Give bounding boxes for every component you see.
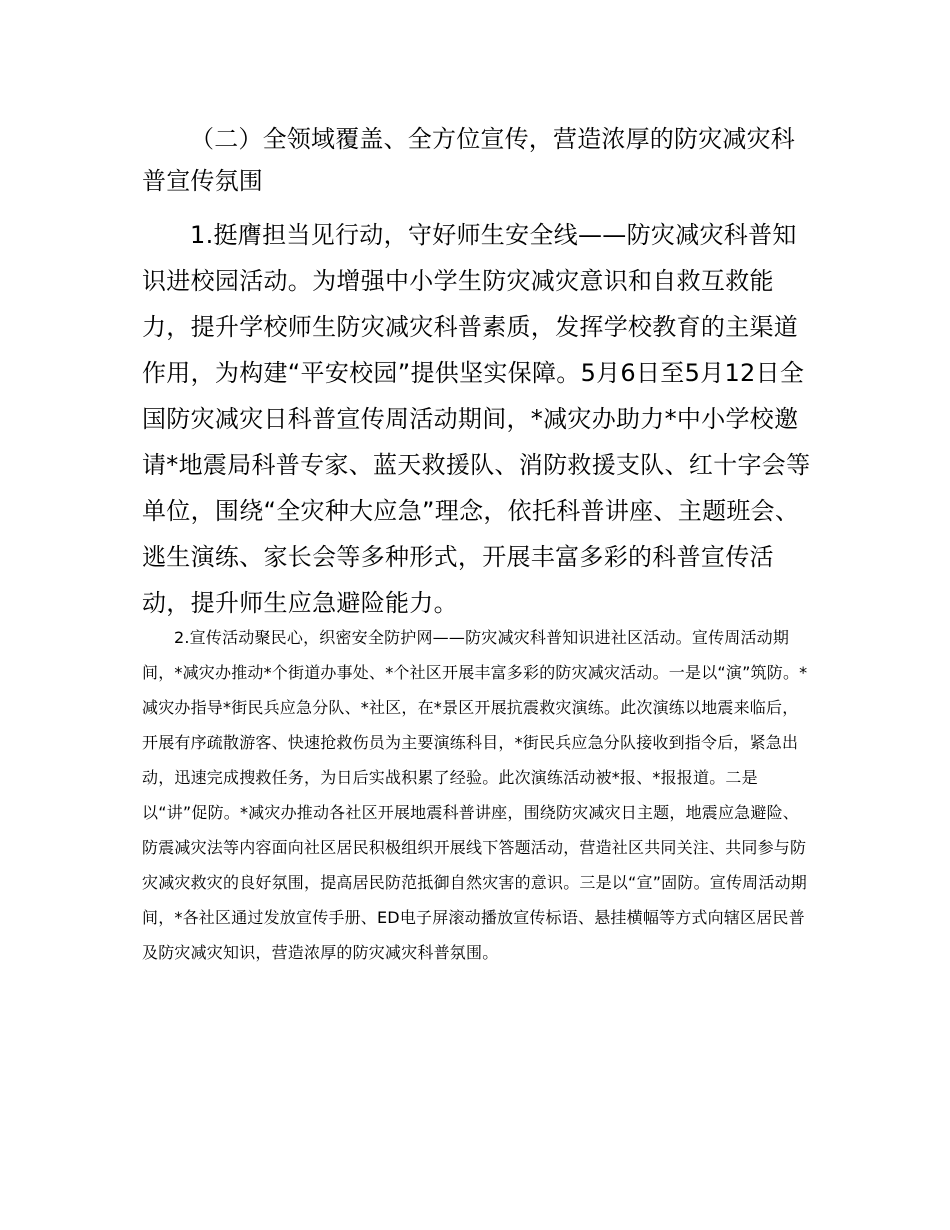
section-heading: （二）全领域覆盖、全方位宣传，营造浓厚的防灾减灾科普宣传氛围 (142, 125, 795, 195)
paragraph-community-activity: 2.宣传活动聚民心，织密安全防护网——防灾减灾科普知识进社区活动。宣传周活动期间，*减灾办推动*个街道办事处、*个社区开展丰富多彩的防灾减灾活动。一是以“演”筑防。*减灾办指导*街民兵应急分队、*社区，在*景区开展抗震救灾演练。此次演练以地震来临后，开展有序疏散游客、快速抢救伤员为主要演练科目，*街民兵应急分队接收到指令后，紧急出动，迅速完成搜救任务，为日后实战积累了经验。此次演练活动被*报、*报报道。二是以“讲”促防。*减灾办推动各社区开展地震科普讲座，围绕防灾减灾日主题，地震应急避险、防震减灾法等内容面向社区居民积极组织开展线下答题活动，营造社区共同关注、共同参与防灾减灾救灾的良好氛围，提高居民防范抵御自然灾害的意识。三是以“宣”固防。宣传周活动期间，*各社区通过发放宣传手册、ED电子屏滚动播放宣传标语、悬挂横幅等方式向辖区居民普及防灾减灾知识，营造浓厚的防灾减灾科普氛围。 (142, 628, 808, 962)
paragraph-campus-activity: 1.挺膺担当见行动，守好师生安全线——防灾减灾科普知识进校园活动。为增强中小学生防灾减灾意识和自救互救能力，提升学校师生防灾减灾科普素质，发挥学校教育的主渠道作用，为构建“平安校园”提供坚实保障。5月6日至5月12日全国防灾减灾日科普宣传周活动期间，*减灾办助力*中小学校邀请*地震局科普专家、蓝天救援队、消防救援支队、红十字会等单位，围绕“全灾种大应急”理念，依托科普讲座、主题班会、逃生演练、家长会等多种形式，开展丰富多彩的科普宣传活动，提升师生应急避险能力。 (142, 221, 811, 617)
